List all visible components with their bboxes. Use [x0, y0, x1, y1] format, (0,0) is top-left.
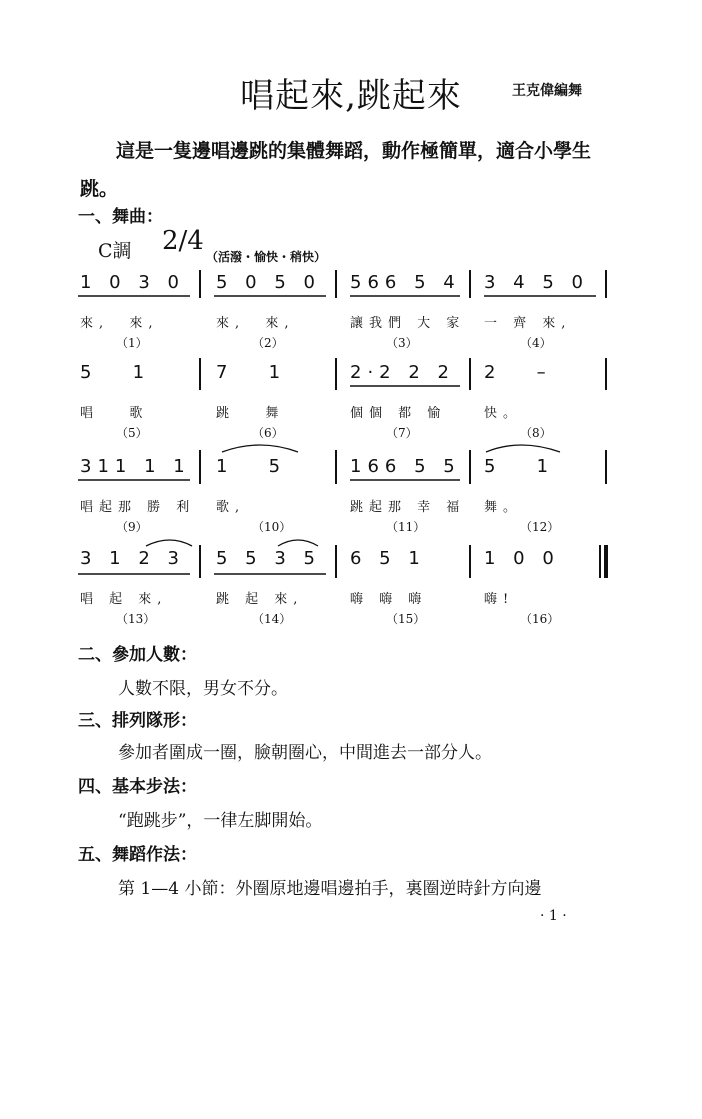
measure-lyrics: 唱 歌 [80, 406, 149, 421]
measure-number: （12） [520, 520, 560, 534]
measure-lyrics: 讓我們 大 家 [350, 316, 466, 331]
measure-notes: 2 – [484, 362, 552, 383]
measure-number: （7） [386, 426, 418, 440]
measure-notes: 1 0 0 [484, 548, 560, 569]
score-key: C調 [98, 240, 132, 262]
measure-notes: 311 1 1 [80, 456, 191, 477]
measure-notes: 3 1 2 3 [80, 548, 185, 569]
measure-number: （15） [386, 612, 426, 626]
measure-lyrics: 來, 來, [216, 316, 295, 331]
author-credit: 王克偉編舞 [512, 83, 582, 99]
measure-notes: 5 1 [80, 362, 151, 383]
measure-number: （9） [116, 520, 148, 534]
section-text-5: 第 1—4 小節：外圈原地邊唱邊拍手，裏圈逆時針方向邊 [118, 879, 542, 899]
measure-lyrics: 嗨 嗨 嗨 [350, 592, 428, 607]
measure-lyrics: 跳 起 來, [216, 592, 304, 607]
measure-number: （3） [386, 336, 418, 350]
measure-lyrics: 個個 都 愉 [350, 406, 447, 421]
measure-lyrics: 快。 [484, 406, 523, 421]
measure-lyrics: 唱 起 來, [80, 592, 168, 607]
measure-lyrics: 跳起那 幸 福 [350, 500, 466, 515]
score-time-signature: 2/4 [162, 226, 204, 256]
measure-lyrics: 一 齊 來, [484, 316, 572, 331]
measure-number: （16） [520, 612, 560, 626]
measure-notes: 1 0 3 0 [80, 272, 185, 293]
measure-lyrics: 舞。 [484, 500, 523, 515]
measure-number: （5） [116, 426, 148, 440]
measure-notes: 3 4 5 0 [484, 272, 589, 293]
measure-lyrics: 歌, [216, 500, 246, 515]
section-heading-5: 五、舞蹈作法： [78, 845, 197, 865]
page-title: 唱起來,跳起來 [240, 76, 462, 116]
measure-notes: 166 5 5 [350, 456, 461, 477]
measure-number: （2） [252, 336, 284, 350]
section-text-2: 人數不限，男女不分。 [118, 679, 288, 699]
measure-notes: 2·2 2 2 [350, 362, 455, 383]
measure-number: （11） [386, 520, 426, 534]
measure-lyrics: 唱起那 勝 利 [80, 500, 196, 515]
measure-notes: 566 5 4 [350, 272, 461, 293]
section-text-4: “跑跳步”，一律左脚開始。 [118, 811, 323, 831]
measure-lyrics: 跳 舞 [216, 406, 285, 421]
measure-notes: 6 5 1 [350, 548, 426, 569]
measure-notes: 7 1 [216, 362, 287, 383]
measure-number: （10） [252, 520, 292, 534]
section-heading-4: 四、基本步法： [78, 777, 197, 797]
measure-lyrics: 嗨! [484, 592, 515, 607]
measure-notes: 5 1 [484, 456, 555, 477]
measure-number: （1） [116, 336, 148, 350]
intro-paragraph: 這是一隻邊唱邊跳的集體舞蹈，動作極簡單，適合小學生跳。 [80, 140, 592, 200]
page-number: · 1 · [540, 908, 567, 924]
score-tempo: （活潑・愉快・稍快） [206, 250, 327, 264]
section-text-3: 參加者圍成一圈，臉朝圈心，中間進去一部分人。 [118, 743, 492, 763]
measure-number: （6） [252, 426, 284, 440]
measure-notes: 5 5 3 5 [216, 548, 321, 569]
measure-notes: 1 5 [216, 456, 287, 477]
measure-number: （14） [252, 612, 292, 626]
measure-lyrics: 來, 來, [80, 316, 159, 331]
measure-number: （4） [520, 336, 552, 350]
section-heading-2: 二、參加人數： [78, 645, 197, 665]
section-heading-3: 三、排列隊形： [78, 711, 197, 731]
measure-number: （8） [520, 426, 552, 440]
measure-notes: 5 0 5 0 [216, 272, 321, 293]
measure-number: （13） [116, 612, 156, 626]
section-heading-1: 一、舞曲： [78, 207, 163, 227]
